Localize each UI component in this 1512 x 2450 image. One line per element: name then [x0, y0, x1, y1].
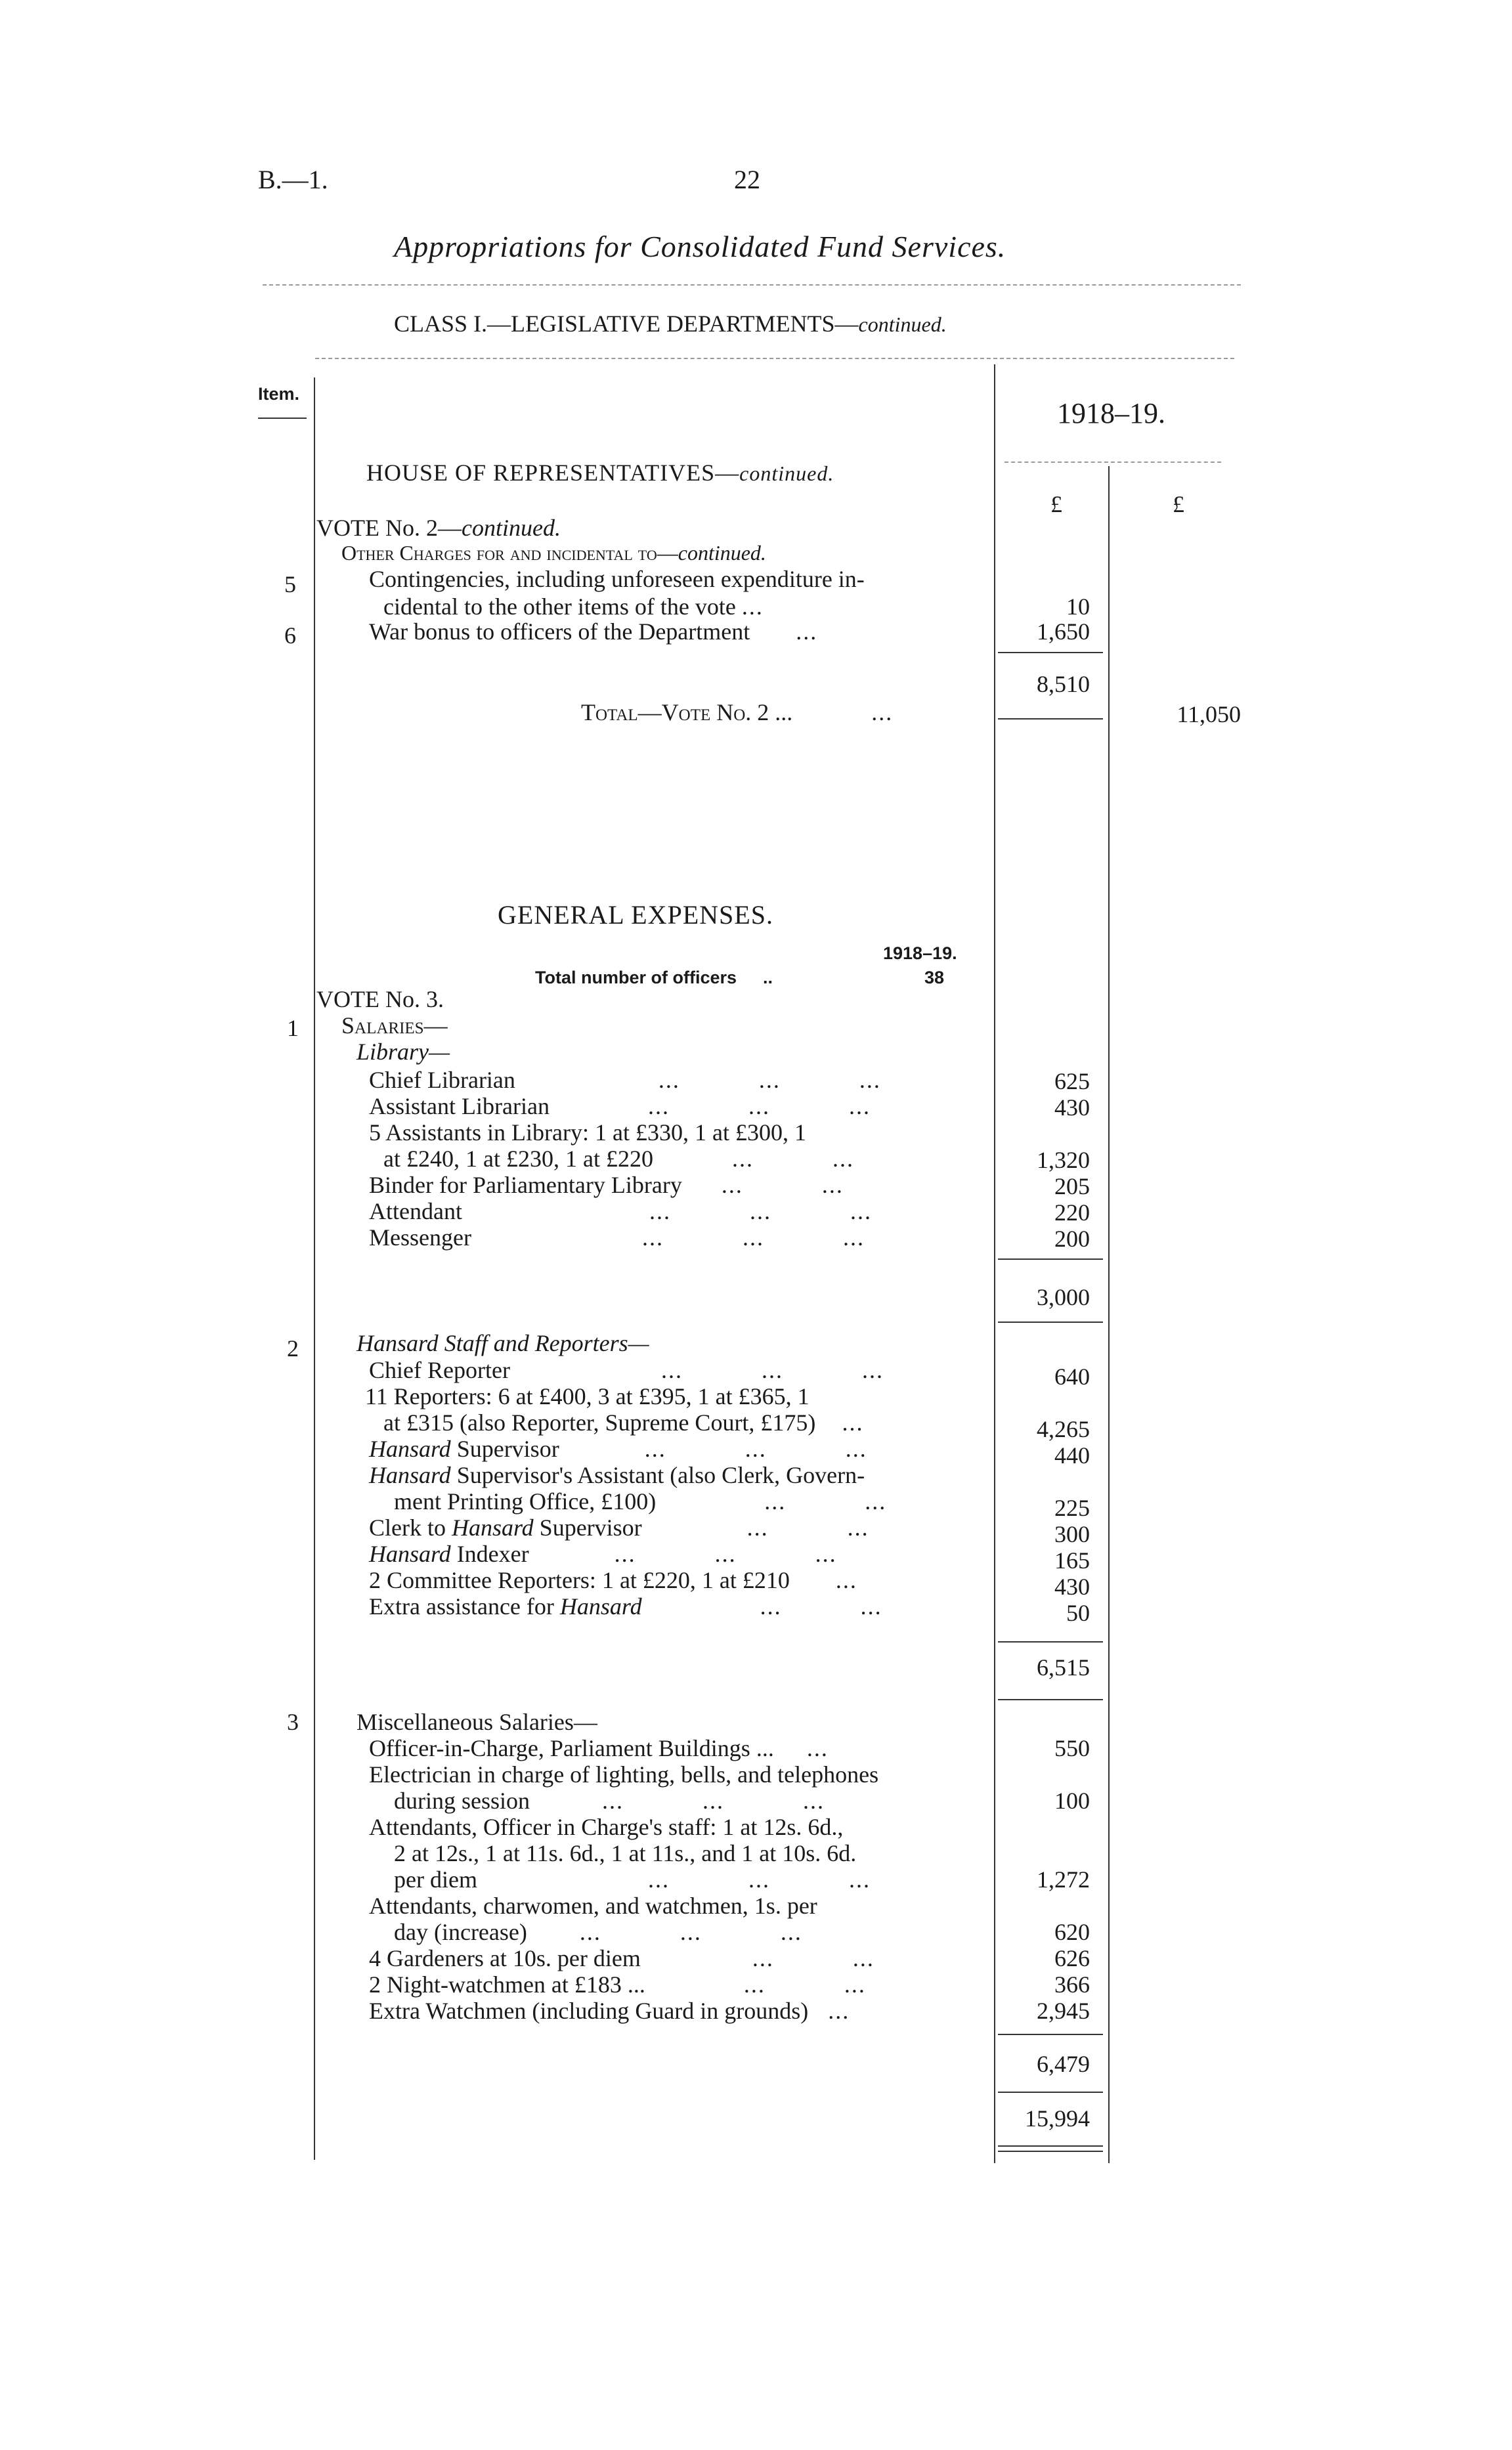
subtotal-rule — [998, 2092, 1103, 2093]
line-item-label: Chief Reporter ... ... ... — [369, 1357, 884, 1383]
item-header-rule — [258, 418, 307, 419]
page-title: Appropriations for Consolidated Fund Services. — [394, 230, 1006, 263]
officers-year: 1918–19. — [883, 943, 957, 963]
line-item-label: Assistant Librarian ... ... ... — [369, 1093, 871, 1119]
salaries-heading: Salaries— — [341, 1012, 448, 1039]
line-item-label: Hansard Indexer ... ... ... — [369, 1541, 837, 1567]
total-column-divider — [1108, 466, 1110, 2163]
total-double-rule — [998, 2151, 1103, 2152]
document-reference: B.—1. — [258, 165, 328, 194]
line-item-amount: 205 — [1054, 1173, 1090, 1199]
line-item-label: 2 Night-watchmen at £183 ... ... ... — [369, 1971, 866, 1998]
library-subheading: Library— — [356, 1039, 450, 1065]
item-number: 1 — [287, 1015, 299, 1041]
line-item-label: per diem ... ... ... — [394, 1866, 871, 1893]
vote-2-heading: VOTE No. 2—continued. — [316, 515, 561, 541]
page-number: 22 — [734, 165, 760, 194]
total-rule — [998, 718, 1103, 720]
line-item-label: Attendants, Officer in Charge's staff: 1 at 12s. 6d., — [369, 1814, 844, 1840]
line-item-label: Binder for Parliamentary Library ... ... — [369, 1172, 844, 1198]
misc-salaries-heading: Miscellaneous Salaries— — [356, 1709, 597, 1735]
line-item-label: War bonus to officers of the Department ... — [369, 618, 818, 645]
line-item-amount: 300 — [1054, 1521, 1090, 1547]
line-item-label: Messenger ... ... ... — [369, 1224, 865, 1251]
class-heading: CLASS I.—LEGISLATIVE DEPARTMENTS—continued. — [394, 311, 947, 337]
line-item-amount: 100 — [1054, 1788, 1090, 1814]
year-column-header: 1918–19. — [1057, 397, 1165, 429]
line-item-amount: 640 — [1054, 1364, 1090, 1390]
subtotal-rule — [998, 1258, 1103, 1260]
line-item-amount: 2,945 — [1037, 1998, 1090, 2024]
line-item-amount: 625 — [1054, 1068, 1090, 1094]
line-item-amount: 1,272 — [1037, 1866, 1090, 1893]
officers-label: Total number of officers .. — [535, 968, 773, 987]
line-item-label: Chief Librarian ... ... ... — [369, 1067, 881, 1093]
line-item-amount: 1,650 — [1037, 618, 1090, 645]
item-number: 3 — [287, 1709, 299, 1735]
line-item-amount: 440 — [1054, 1442, 1090, 1469]
line-item-amount: 430 — [1054, 1574, 1090, 1600]
other-charges-subheading: Other Charges for and incidental to—continued. — [341, 541, 766, 565]
misc-subtotal: 6,479 — [1037, 2051, 1090, 2077]
line-item-label: Attendant ... ... ... — [369, 1198, 872, 1224]
subtotal-rule — [998, 652, 1103, 653]
item-number: 5 — [284, 571, 296, 597]
subtotal-amount: 8,510 — [1037, 671, 1090, 697]
line-item-label: during session ... ... ... — [394, 1788, 825, 1814]
line-item-label: Hansard Supervisor ... ... ... — [369, 1436, 867, 1462]
line-item-amount: 1,320 — [1037, 1147, 1090, 1173]
vote-3-heading: VOTE No. 3. — [316, 986, 444, 1012]
subtotal-rule — [998, 1641, 1103, 1643]
line-item-label: Electrician in charge of lighting, bells, and telephones — [369, 1761, 879, 1788]
line-item-label: Extra assistance for Hansard ... ... — [369, 1593, 882, 1620]
line-item-label: 2 Committee Reporters: 1 at £220, 1 at £210 ... — [369, 1567, 857, 1593]
line-item-label: ment Printing Office, £100) ... ... — [394, 1488, 887, 1515]
line-item-amount: 550 — [1054, 1735, 1090, 1761]
line-item-label: 5 Assistants in Library: 1 at £330, 1 at £300, 1 — [369, 1119, 806, 1146]
general-expenses-heading: GENERAL EXPENSES. — [498, 900, 773, 930]
line-item-amount: 50 — [1066, 1600, 1090, 1626]
line-item-amount: 366 — [1054, 1971, 1090, 1998]
pound-sign-left: £ — [1050, 491, 1062, 517]
line-item-label: Clerk to Hansard Supervisor ... ... — [369, 1515, 869, 1541]
item-column-divider — [314, 377, 315, 2160]
line-item-label: Attendants, charwomen, and watchmen, 1s. per — [369, 1893, 817, 1919]
line-item-label: day (increase) ... ... ... — [394, 1919, 802, 1945]
vote-2-total-label: Total—Vote No. 2 ... ... — [581, 699, 894, 725]
library-subtotal: 3,000 — [1037, 1284, 1090, 1310]
line-item-amount: 626 — [1054, 1945, 1090, 1971]
item-number: 6 — [284, 622, 296, 649]
line-item-label: 4 Gardeners at 10s. per diem ... ... — [369, 1945, 875, 1971]
subtotal-rule — [998, 2034, 1103, 2035]
title-rule — [263, 284, 1241, 286]
item-column-header: Item. — [258, 384, 300, 404]
subtotal-rule — [998, 1699, 1103, 1700]
total-double-rule — [998, 2145, 1103, 2147]
line-item-label: 2 at 12s., 1 at 11s. 6d., 1 at 11s., and 1 at 10s. 6d. — [394, 1840, 857, 1866]
line-item-label: at £315 (also Reporter, Supreme Court, £175) ... — [383, 1409, 864, 1436]
line-item-amount: 430 — [1054, 1094, 1090, 1121]
year-header-rule — [1004, 462, 1221, 463]
line-item-amount: 10 — [1066, 593, 1090, 620]
line-item-label: 11 Reporters: 6 at £400, 3 at £395, 1 at £365, 1 — [365, 1383, 810, 1409]
line-item-amount: 620 — [1054, 1919, 1090, 1945]
line-item-label: Hansard Supervisor's Assistant (also Clerk, Govern- — [369, 1462, 865, 1488]
line-item-label: cidental to the other items of the vote ... — [383, 593, 764, 620]
class-heading-rule — [315, 358, 1234, 359]
vote-2-total-amount: 11,050 — [1177, 701, 1241, 727]
line-item-amount: 225 — [1054, 1495, 1090, 1521]
item-number: 2 — [287, 1335, 299, 1362]
line-item-label: Officer-in-Charge, Parliament Buildings ... ... — [369, 1735, 829, 1761]
line-item-amount: 220 — [1054, 1199, 1090, 1226]
hansard-subheading: Hansard Staff and Reporters— — [356, 1330, 649, 1356]
line-item-amount: 165 — [1054, 1547, 1090, 1574]
line-item-label: at £240, 1 at £230, 1 at £220 ... ... — [383, 1146, 854, 1172]
house-heading: HOUSE OF REPRESENTATIVES—continued. — [366, 460, 834, 486]
line-item-amount: 4,265 — [1037, 1416, 1090, 1442]
hansard-subtotal: 6,515 — [1037, 1654, 1090, 1681]
line-item-amount: 200 — [1054, 1226, 1090, 1252]
line-item-label: Contingencies, including unforeseen expenditure in- — [369, 566, 865, 592]
pound-sign-right: £ — [1173, 491, 1184, 517]
subtotal-rule — [998, 1322, 1103, 1323]
officers-count: 38 — [924, 968, 945, 987]
salaries-total: 15,994 — [1025, 2105, 1090, 2132]
line-item-label: Extra Watchmen (including Guard in grounds) ... — [369, 1998, 850, 2024]
